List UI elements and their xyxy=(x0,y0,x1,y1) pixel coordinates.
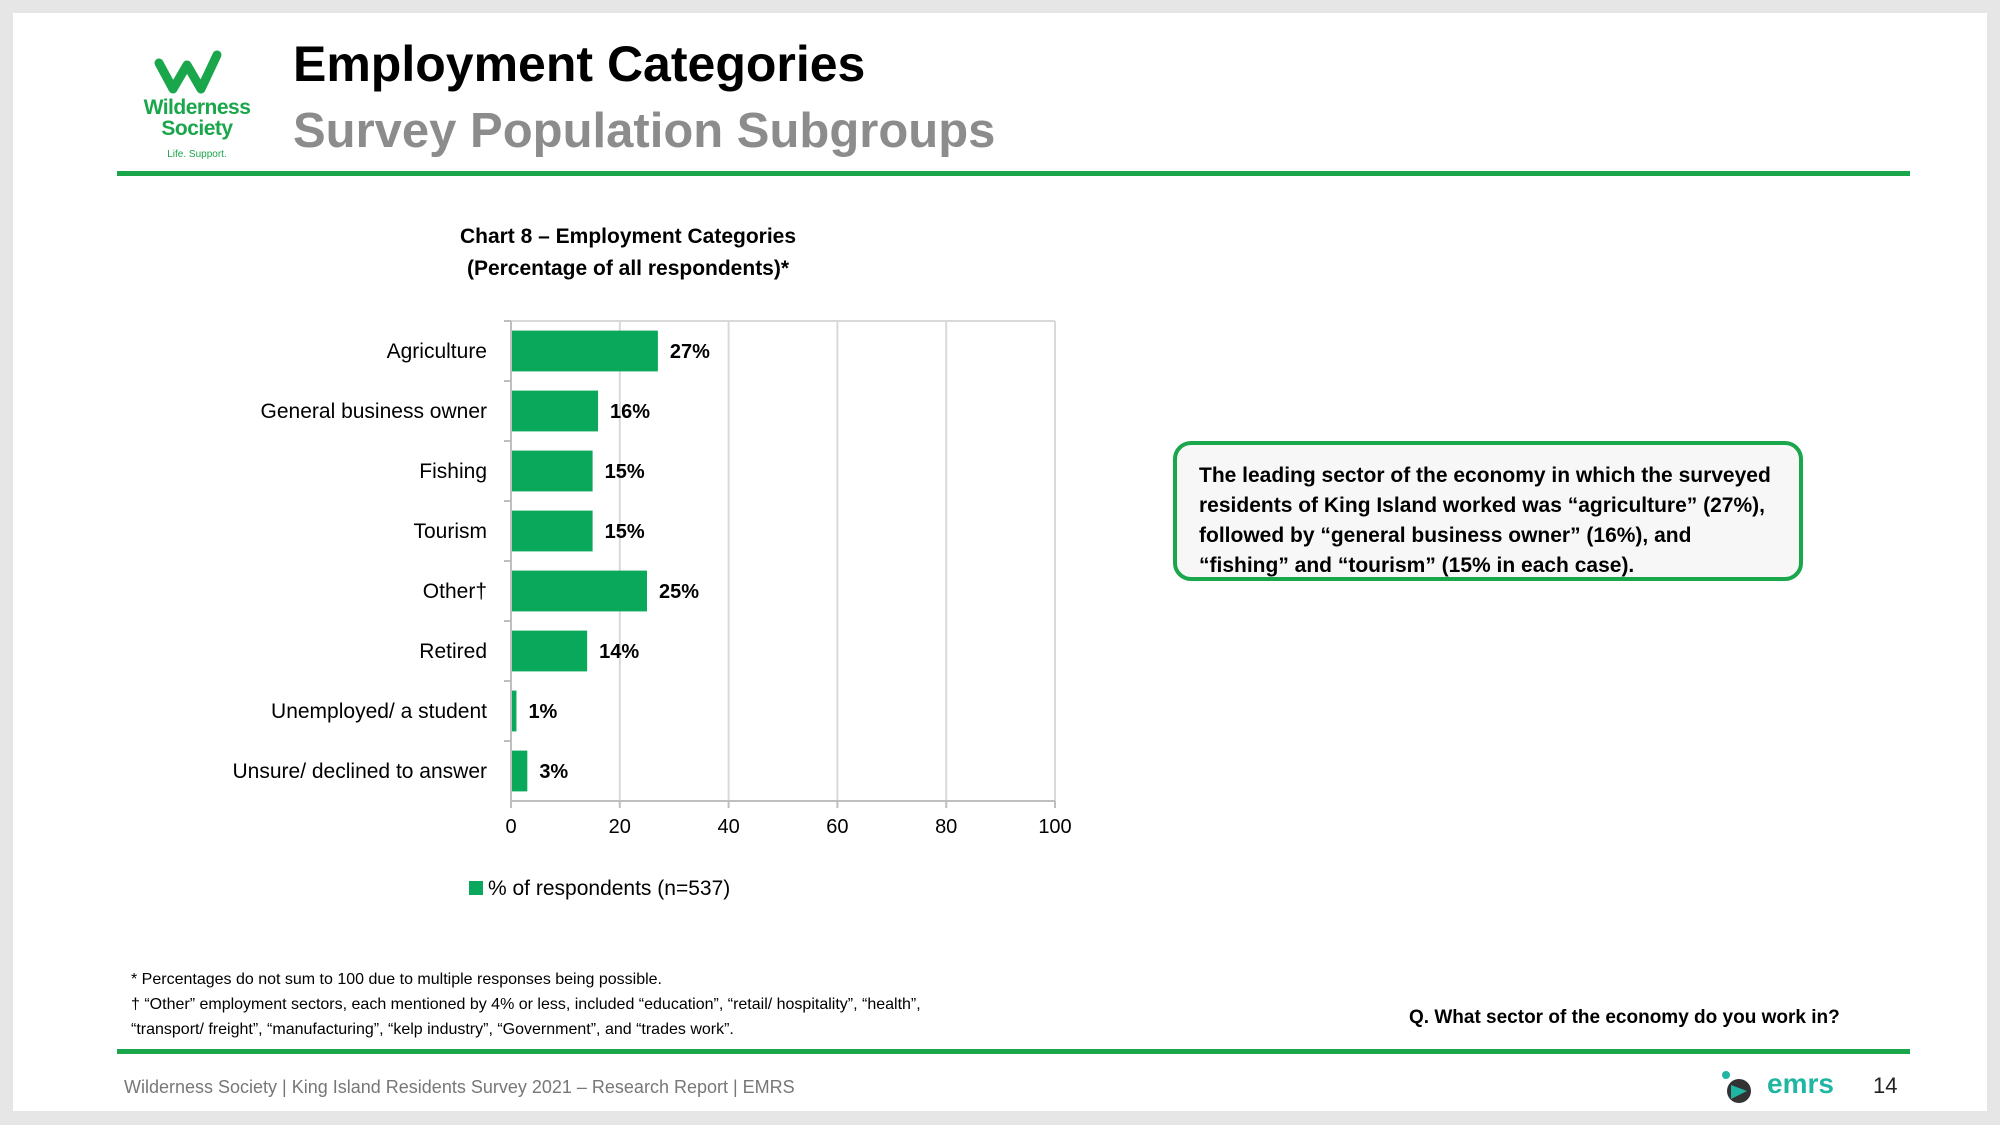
data-label: 15% xyxy=(604,521,645,543)
emrs-wordmark: emrs xyxy=(1767,1068,1834,1099)
x-tick-label: 100 xyxy=(1038,816,1072,838)
x-tick-label: 20 xyxy=(608,816,631,838)
chart-title xyxy=(393,221,863,285)
data-label: 16% xyxy=(610,401,651,423)
survey-question: Q. What sector of the economy do you work in? xyxy=(1409,1007,1840,1028)
bar xyxy=(512,511,593,552)
category-label: Agriculture xyxy=(386,340,487,363)
bar xyxy=(512,331,658,372)
data-label: 27% xyxy=(669,341,710,363)
category-label: Other† xyxy=(422,580,487,603)
header-divider xyxy=(117,171,1910,176)
footer-citation: Wilderness Society | King Island Residents Survey 2021 – Research Report | EMRS xyxy=(124,1077,795,1097)
employment-bar-chart xyxy=(163,303,1083,913)
logo-wordmark: Wilderness Society xyxy=(143,96,251,140)
bar xyxy=(512,691,516,732)
chart-title-line1: Chart 8 – Employment Categories xyxy=(459,225,797,248)
category-label: Retired xyxy=(419,640,487,663)
data-label: 1% xyxy=(528,701,558,723)
page-subtitle: Survey Population Subgroups xyxy=(293,104,996,158)
x-tick-label: 40 xyxy=(717,816,740,838)
page-number: 14 xyxy=(1873,1073,1898,1098)
footnote-1: * Percentages do not sum to 100 due to multiple responses being possible. xyxy=(131,971,662,988)
x-tick-label: 60 xyxy=(826,816,849,838)
slide xyxy=(13,13,1987,1111)
x-tick-label: 0 xyxy=(505,816,517,838)
bar xyxy=(512,751,527,792)
logo-tagline: Life. Support. xyxy=(167,149,227,160)
data-label: 3% xyxy=(539,761,569,783)
data-label: 25% xyxy=(659,581,700,603)
x-tick-label: 80 xyxy=(935,816,958,838)
footnote-3: “transport/ freight”, “manufacturing”, “kelp industry”, “Government”, and “trades work”. xyxy=(131,1021,734,1038)
category-label: Unsure/ declined to answer xyxy=(232,760,487,783)
bar xyxy=(512,571,647,612)
emrs-logo-icon xyxy=(1719,1067,1759,1107)
bar xyxy=(512,451,593,492)
data-label: 15% xyxy=(604,461,645,483)
page-title: Employment Categories xyxy=(293,36,866,92)
legend-swatch xyxy=(469,881,483,895)
bar xyxy=(512,391,598,432)
category-label: Unemployed/ a student xyxy=(271,700,487,723)
footnotes xyxy=(131,967,1131,1042)
category-label: General business owner xyxy=(260,400,487,423)
legend-label: % of respondents (n=537) xyxy=(488,877,731,900)
data-label: 14% xyxy=(599,641,640,663)
bar xyxy=(512,631,587,672)
footer-divider xyxy=(117,1049,1910,1054)
footnote-2: † “Other” employment sectors, each mentioned by 4% or less, included “education”, “retail/ hospitality”, “health”, xyxy=(131,996,921,1013)
summary-callout: The leading sector of the economy in which the surveyed residents of King Island worked was “agriculture” (27%), followed by “general business owner” (16%), and “fishing” and “tourism” (15% in each case). xyxy=(1173,441,1803,581)
category-label: Tourism xyxy=(413,520,487,543)
category-label: Fishing xyxy=(419,460,487,483)
chart-title-line2: (Percentage of all respondents)* xyxy=(466,257,790,280)
